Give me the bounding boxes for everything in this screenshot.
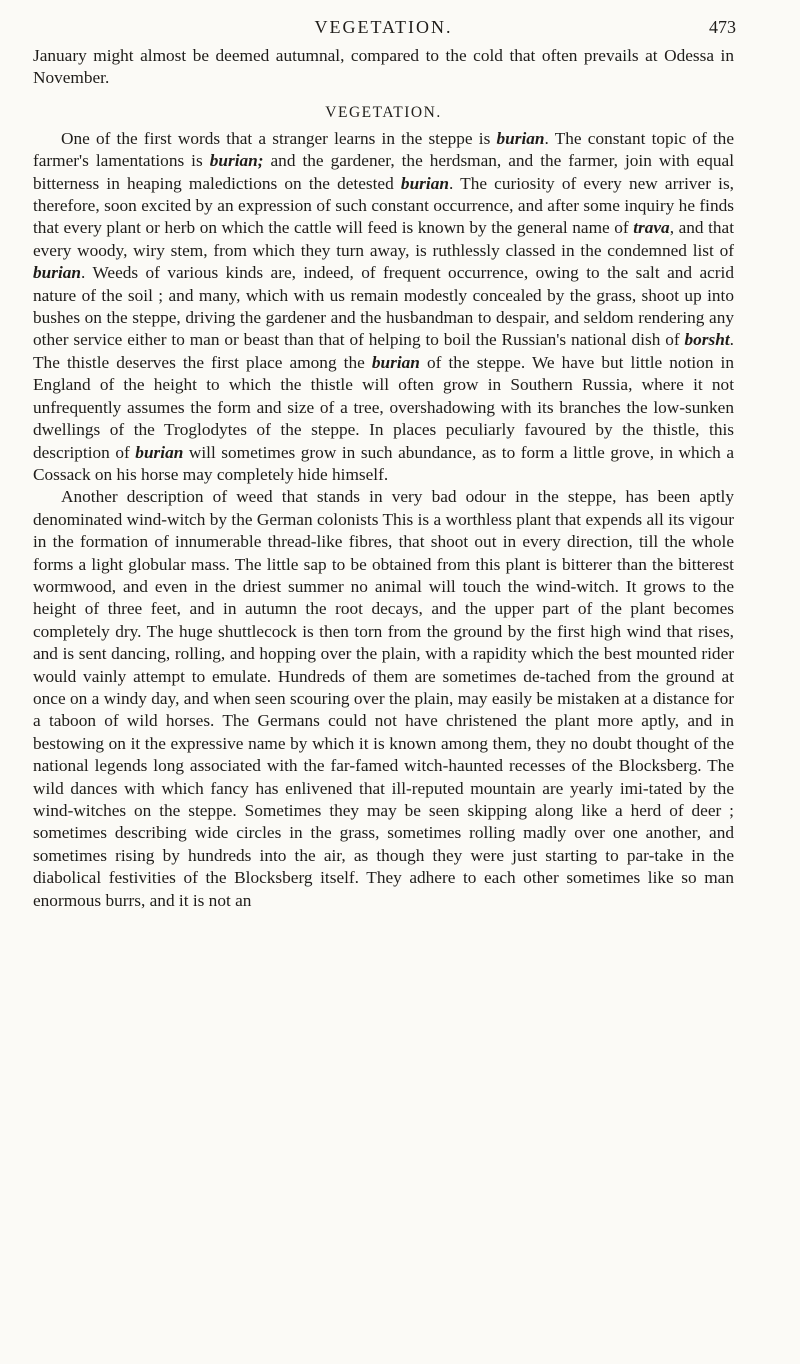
text-segment: and the gardener, the herdsman, and the farmer, join with equal bitterness in heaping maledictions on the detested [33, 151, 734, 193]
text-segment: of the steppe. We have but little notion in England of the height to which the thistle will often grow in Southern Russia, where it not unfrequently assumes the form and size of a tree, overshadowing with its branches the low-sunken dwellings of the Troglodytes of the steppe. In places peculiarly favoured by the thistle, this description of [33, 352, 734, 462]
text-segment: . Weeds of various kinds are, indeed, of frequent occurrence, owing to the salt and acrid nature of the soil ; and many, which with us remain modestly concealed by the grass, shoot up into bushes on the steppe, driving the gardener and the husbandman to despair, and seldom rendering any other service either to man or beast than that of helping to boil the Russian's national dish of [33, 263, 734, 350]
text-segment: One of the first words that a stranger learns in the steppe is [61, 128, 497, 148]
italic-term: burian; [209, 151, 264, 171]
text-segment: . The thistle deserves the first place among the [33, 330, 734, 372]
italic-term: borsht [684, 330, 730, 350]
section-heading: VEGETATION. [325, 103, 442, 121]
italic-term: burian [496, 128, 545, 148]
running-head [33, 0, 734, 40]
text-segment: . The constant topic of the farmer's lamentations is [33, 128, 734, 171]
paragraph-wind-witch: Another description of weed that stands in very bad odour in the steppe, has been aptly denominated wind-witch by the German colonists This is a worthless plant that expends all its vigour in the formation of innumerable thread-like fibres, that shoot out in every direction, till the whole forms a light globular mass. The little sap to be obtained from this plant is bitterer than the bitterest wormwood, and even in the driest summer no animal will touch the wind-witch. It grows to the height of three feet, and in autumn the root decays, and the upper part of the plant becomes completely dry. The huge shuttlecock is then torn from the ground by the first high wind that rises, and is sent dancing, rolling, and hopping over the plain, with a rapidity which the best mounted rider would vainly attempt to emulate. Hundreds of them are sometimes de-tached from the ground at once on a windy day, and when seen scouring over the plain, may easily be mistaken at a distance for a taboon of wild horses. The Germans could not have christened the plant more aptly, and in bestowing on it the expressive name by which it is known among them, they no doubt thought of the national legends long associated with the far-famed witch-haunted recesses of the Blocksberg. The wild dances with which fancy has enlivened that ill-reputed mountain are yearly imi-tated by the wind-witches on the steppe. Sometimes they may be seen skipping along like a herd of deer ; sometimes describing wide circles in the grass, sometimes rolling madly over one another, and sometimes rising by hundreds into the air, as though they were just starting to par-take in the diabolical festivities of the Blocksberg itself. They adhere to each other sometimes like so man enormous burrs, and it is not an [33, 487, 734, 910]
italic-term: burian [135, 442, 184, 462]
opening-paragraph: January might almost be deemed autumnal, compared to the cold that often prevails at Odessa in November. [33, 46, 734, 88]
italic-term: burian [400, 173, 449, 193]
running-title: VEGETATION. [314, 17, 453, 37]
italic-term: burian [371, 352, 420, 372]
paragraph-burian [33, 128, 734, 487]
italic-term: burian [33, 263, 82, 283]
italic-term: trava [633, 218, 670, 238]
text-segment: , and that every woody, wiry stem, from which they turn away, is ruthlessly classed in the condemned list of [33, 218, 734, 260]
text-segment: . The curiosity of every new arriver is, therefore, soon excited by an expression of such constant occurrence, and after some inquiry he finds that every plant or herb on which the cattle will feed is known by the general name of [33, 173, 734, 238]
page-number: 473 [709, 17, 736, 37]
text-segment: will sometimes grow in such abundance, as to form a little grove, in which a Cossack on his horse may completely hide himself. [33, 442, 735, 484]
